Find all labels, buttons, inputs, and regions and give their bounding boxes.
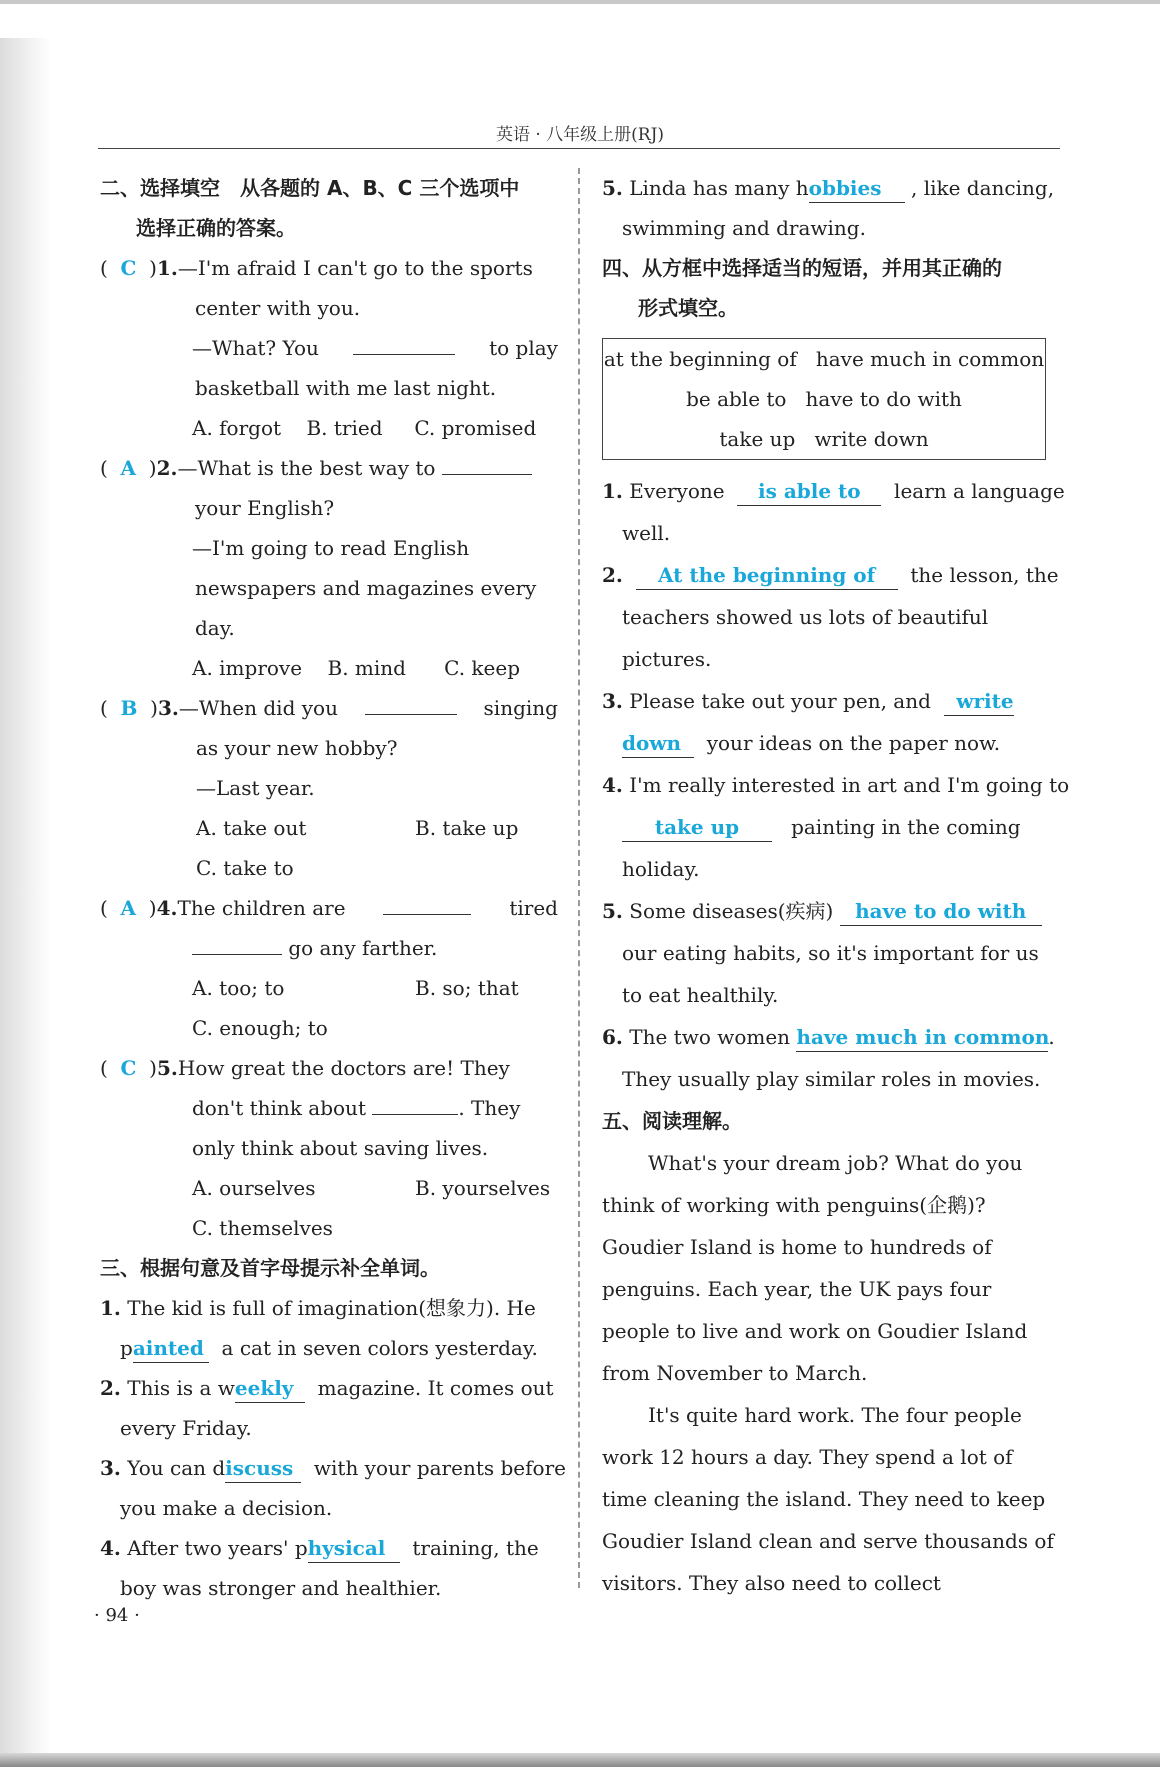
- s3-item-2: 2. This is a weekly magazine. It comes out: [100, 1368, 558, 1408]
- reading-line: think of working with penguins(企鹅)?: [602, 1193, 986, 1217]
- question-1: ( C )1.—I'm afraid I can't go to the sports: [100, 256, 533, 280]
- page-number: · 94 ·: [94, 1605, 140, 1626]
- bottom-edge: [0, 1753, 1160, 1767]
- answer-fill: At the beginning of: [636, 561, 898, 590]
- section5-title: 五、阅读理解。: [602, 1109, 742, 1133]
- right-column: 5. Linda has many hobbies , like dancing, swimming and drawing. 四、从方框中选择适当的短语，并用其正确的 形式填空。 at the beginning of have much in common be able to have to do with take up write down 1. Everyone is able to learn a language well. 2. At the beginning of the lesson, the teachers showed us lots of beautiful pictures. 3. Please take out your pen, and write down your ideas on the paper now. 4. I'm really interested in art and I'm going to take up painting in the coming holiday. 5. Some diseases(疾病) have to do with our eating habits, so it's important for us to eat healthily. 6. The two women have much in common. They usually play similar roles in movies. 五、阅读理解。 What's your dream job? What do you think of working with penguins(企鹅)? Goudier Island is home to hundreds of penguins. Each year, the UK pays four people to live and work on Goudier Island from November to March. It's quite hard work. The four people work 12 hours a day. They spend a lot of time cleaning the island. They need to keep Goudier Island clean and serve thousands of visitors. They also need to collect: [602, 168, 1060, 1604]
- s3-item-5: 5. Linda has many hobbies , like dancing,: [602, 168, 1060, 208]
- reading-line: Goudier Island is home to hundreds of: [602, 1235, 992, 1259]
- answer-fill: is able to: [737, 477, 881, 506]
- answer-fill: write: [944, 687, 1014, 716]
- answer-1: C: [120, 256, 137, 280]
- answer-fill: eekly: [235, 1374, 305, 1403]
- section2-title-cont: 选择正确的答案。: [136, 216, 296, 240]
- options-1: A. forgot B. tried C. promised: [192, 416, 537, 440]
- answer-fill: have much in common: [796, 1023, 1048, 1052]
- answer-fill: down: [622, 729, 694, 758]
- options-3: A. take out B. take up: [196, 816, 519, 840]
- reading-line: penguins. Each year, the UK pays four: [602, 1277, 992, 1301]
- s4-item-5: 5. Some diseases(疾病) have to do with: [602, 890, 1060, 932]
- answer-3: B: [120, 696, 138, 720]
- question-4: ( A )4.The children are tired: [100, 888, 558, 928]
- column-divider: [578, 168, 580, 1588]
- answer-5: C: [120, 1056, 137, 1080]
- reading-line: What's your dream job? What do you: [648, 1151, 1023, 1175]
- answer-2: A: [120, 456, 137, 480]
- phrase-box: at the beginning of have much in common be able to have to do with take up write down: [602, 338, 1046, 460]
- blank[interactable]: [353, 328, 455, 355]
- answer-fill: ainted: [133, 1334, 209, 1363]
- section4-title-cont: 形式填空。: [638, 296, 738, 320]
- s3-item-4: 4. After two years' physical training, the: [100, 1528, 558, 1568]
- s4-item-3: 3. Please take out your pen, and write: [602, 680, 1060, 722]
- options-4: A. too; to B. so; that: [192, 976, 519, 1000]
- answer-fill: hysical: [308, 1534, 400, 1563]
- s4-item-2: 2. At the beginning of the lesson, the: [602, 554, 1060, 596]
- question-2: ( A )2.—What is the best way to: [100, 448, 558, 488]
- s4-item-1: 1. Everyone is able to learn a language: [602, 470, 1060, 512]
- reading-line: It's quite hard work. The four people: [648, 1403, 1022, 1427]
- reading-line: time cleaning the island. They need to keep: [602, 1487, 1046, 1511]
- answer-fill: take up: [622, 813, 772, 842]
- header-rule: [98, 148, 1060, 149]
- section4-title: 四、从方框中选择适当的短语，并用其正确的: [602, 256, 1002, 280]
- answer-fill: iscuss: [225, 1454, 301, 1483]
- question-5: ( C )5.How great the doctors are! They: [100, 1056, 510, 1080]
- blank[interactable]: [372, 1088, 458, 1115]
- reading-line: from November to March.: [602, 1361, 868, 1385]
- reading-line: Goudier Island clean and serve thousands of: [602, 1529, 1054, 1553]
- blank[interactable]: [442, 448, 532, 475]
- s3-item-1: 1. The kid is full of imagination(想象力). He: [100, 1296, 536, 1320]
- reading-line: people to live and work on Goudier Island: [602, 1319, 1028, 1343]
- blank[interactable]: [383, 888, 471, 915]
- options-2: A. improve B. mind C. keep: [192, 656, 521, 680]
- blank[interactable]: [365, 688, 457, 715]
- top-edge: [0, 0, 1160, 4]
- blank[interactable]: [192, 928, 282, 955]
- running-header: 英语 · 八年级上册(RJ): [495, 125, 665, 145]
- s4-item-6: 6. The two women have much in common.: [602, 1016, 1060, 1058]
- s4-item-4: 4. I'm really interested in art and I'm going to: [602, 773, 1070, 797]
- options-5: A. ourselves B. yourselves: [192, 1176, 551, 1200]
- left-column: 二、选择填空 从各题的 A、B、C 三个选项中 选择正确的答案。 ( C )1.—I'm afraid I can't go to the sports center with you. —What? You to play basketball with me last night. A. forgot B. tried C. promised ( A )2.—What is the best way to your English? —I'm going to read English newspapers and magazines every day. A. improve B. mind C. keep ( B )3.—When did you singing as your new hobby? —Last year. A. take out B. take up C. take to ( A )4.The children are tired go any farther. A. too; to B. so; that C. enough; to ( C )5.How great the doctors are! They don't think about . They only think about saving lives. A. ourselves B. yourselves C. themselves 三、根据句意及首字母提示补全单词。 1. The kid is full of imagination(想象力). He painted a cat in seven colors yesterday. 2. This is a weekly magazine. It comes out every Friday. 3. You can discuss with your parents before you make a decision. 4. After two years' physical training, the boy was stronger and healthier.: [100, 168, 558, 1608]
- reading-line: work 12 hours a day. They spend a lot of: [602, 1445, 1013, 1469]
- question-3: ( B )3.—When did you singing: [100, 688, 558, 728]
- s3-item-3: 3. You can discuss with your parents before: [100, 1448, 558, 1488]
- answer-4: A: [120, 896, 137, 920]
- page-shadow: [0, 38, 52, 1758]
- answer-fill: obbies: [809, 174, 905, 203]
- section3-title: 三、根据句意及首字母提示补全单词。: [100, 1256, 440, 1280]
- reading-line: visitors. They also need to collect: [602, 1571, 941, 1595]
- answer-fill: have to do with: [840, 897, 1042, 926]
- section2-title: 二、选择填空 从各题的 A、B、C 三个选项中: [100, 176, 520, 200]
